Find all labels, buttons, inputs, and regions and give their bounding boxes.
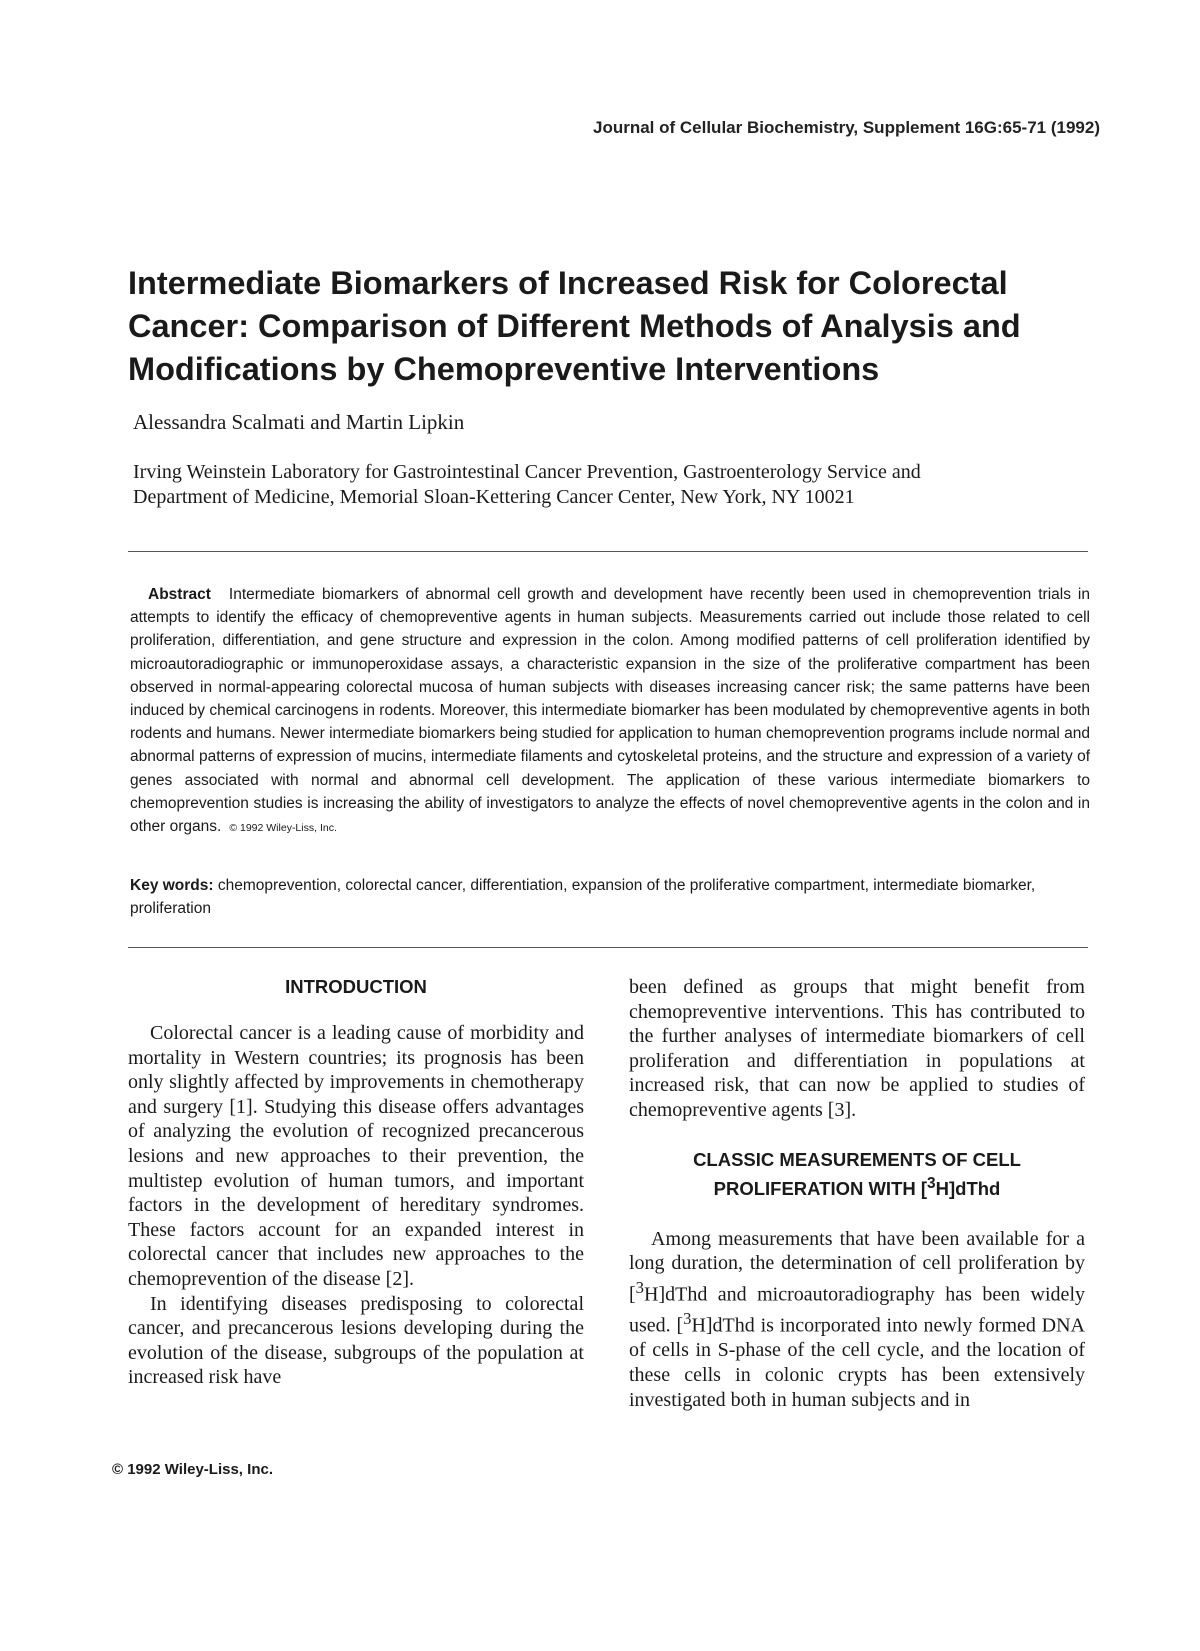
authors: Alessandra Scalmati and Martin Lipkin bbox=[133, 410, 465, 434]
divider-top bbox=[128, 551, 1088, 552]
intro-paragraph-2: In identifying diseases predisposing to colorectal cancer, and precancerous lesions developing during the evolution of the disease, subgroups of the population at increased risk have bbox=[128, 1292, 584, 1389]
affiliation: Irving Weinstein Laboratory for Gastrointestinal Cancer Prevention, Gastroenterology Service and Department of Medicine, Memorial Sloan-Kettering Cancer Center, New York, NY 10021 bbox=[133, 461, 921, 508]
journal-citation: Journal of Cellular Biochemistry, Supplement 16G:65-71 (1992) bbox=[592, 118, 1100, 137]
intro-paragraph-1: Colorectal cancer is a leading cause of morbidity and mortality in Western countries; its prognosis has been only slightly affected by improvements in chemotherapy and surgery [1]. Studying this disease offers advantages of analyzing the evolution of recognized precancerous lesions and new approaches to their prevention, the multistep evolution of human tumors, and important factors in the development of hereditary syndromes. These factors account for an expanded interest in colorectal cancer that includes new approaches to the chemoprevention of the disease [2]. bbox=[128, 1022, 584, 1290]
classic-p1-part-a: Among measurements that have been available for a long duration, the determination of cell proliferation by [ bbox=[629, 1227, 1085, 1306]
article-title: Intermediate Biomarkers of Increased Risk for Colorectal Cancer: Comparison of Different Methods of Analysis and Modifications by Chemopreventive Interventions bbox=[128, 265, 1021, 387]
abstract-copyright: © 1992 Wiley-Liss, Inc. bbox=[229, 822, 337, 835]
classic-heading-superscript: 3 bbox=[927, 1174, 936, 1192]
classic-measurements-heading bbox=[629, 1148, 1085, 1201]
classic-heading-line-2-post: H]dThd bbox=[935, 1177, 1001, 1199]
intro-paragraph-2-continued: been defined as groups that might benefit from chemopreventive interventions. This has contributed to the further analyses of intermediate biomarkers of cell proliferation and differentiation in populations at increased risk, that can now be applied to studies of chemopreventive agents [3]. bbox=[629, 976, 1085, 1121]
abstract-text: Intermediate biomarkers of abnormal cell growth and development have recently been used in chemoprevention trials in attempts to identify the efficacy of chemopreventive agents in human subjects. Measurements carried out include those related to cell proliferation, differentiation, and gene structure and expression in the colon. Among modified patterns of cell proliferation identified by microautoradiographic or immunoperoxidase assays, a characteristic expansion in the size of the proliferative compartment has been observed in normal-appearing colorectal mucosa of human subjects with diseases increasing cancer risk; the same patterns have been induced by chemical carcinogens in rodents. Moreover, this intermediate biomarker has been modulated by chemopreventive agents in both rodents and humans. Newer intermediate biomarkers being studied for application to human chemoprevention programs include normal and abnormal patterns of expression of mucins, intermediate filaments and cytoskeletal proteins, and the structure and expression of a variety of genes associated with normal and abnormal cell development. The application of these various intermediate biomarkers to chemoprevention studies is increasing the ability of investigators to analyze the effects of novel chemopreventive agents in the colon and in other organs. bbox=[130, 586, 1090, 836]
abstract bbox=[130, 583, 1090, 840]
classic-paragraph-1 bbox=[629, 1227, 1085, 1412]
keywords-text: chemoprevention, colorectal cancer, differentiation, expansion of the proliferative compartment, intermediate biomarker, proliferation bbox=[130, 877, 1036, 918]
keywords-label: Key words: bbox=[130, 877, 214, 894]
abstract-label: Abstract bbox=[148, 586, 211, 603]
introduction-heading: INTRODUCTION bbox=[285, 976, 427, 997]
classic-heading-line-2-pre: PROLIFERATION WITH [ bbox=[713, 1177, 928, 1199]
right-column bbox=[629, 975, 1085, 1412]
classic-p1-part-b: H]dThd and microautoradiography has been widely used. [ bbox=[629, 1283, 1085, 1337]
divider-bottom bbox=[128, 947, 1088, 948]
classic-p1-part-c: H]dThd is incorporated into newly formed DNA of cells in S-phase of the cell cycle, and the location of these cells in colonic crypts has been extensively investigated both in human subjects and in bbox=[629, 1314, 1085, 1411]
keywords bbox=[130, 874, 1090, 920]
classic-heading-line-1: CLASSIC MEASUREMENTS OF CELL bbox=[693, 1148, 1021, 1170]
left-column bbox=[128, 975, 584, 1390]
classic-p1-superscript-1: 3 bbox=[635, 1277, 644, 1297]
classic-p1-superscript-2: 3 bbox=[683, 1309, 692, 1329]
footer-copyright: © 1992 Wiley-Liss, Inc. bbox=[112, 1461, 273, 1478]
